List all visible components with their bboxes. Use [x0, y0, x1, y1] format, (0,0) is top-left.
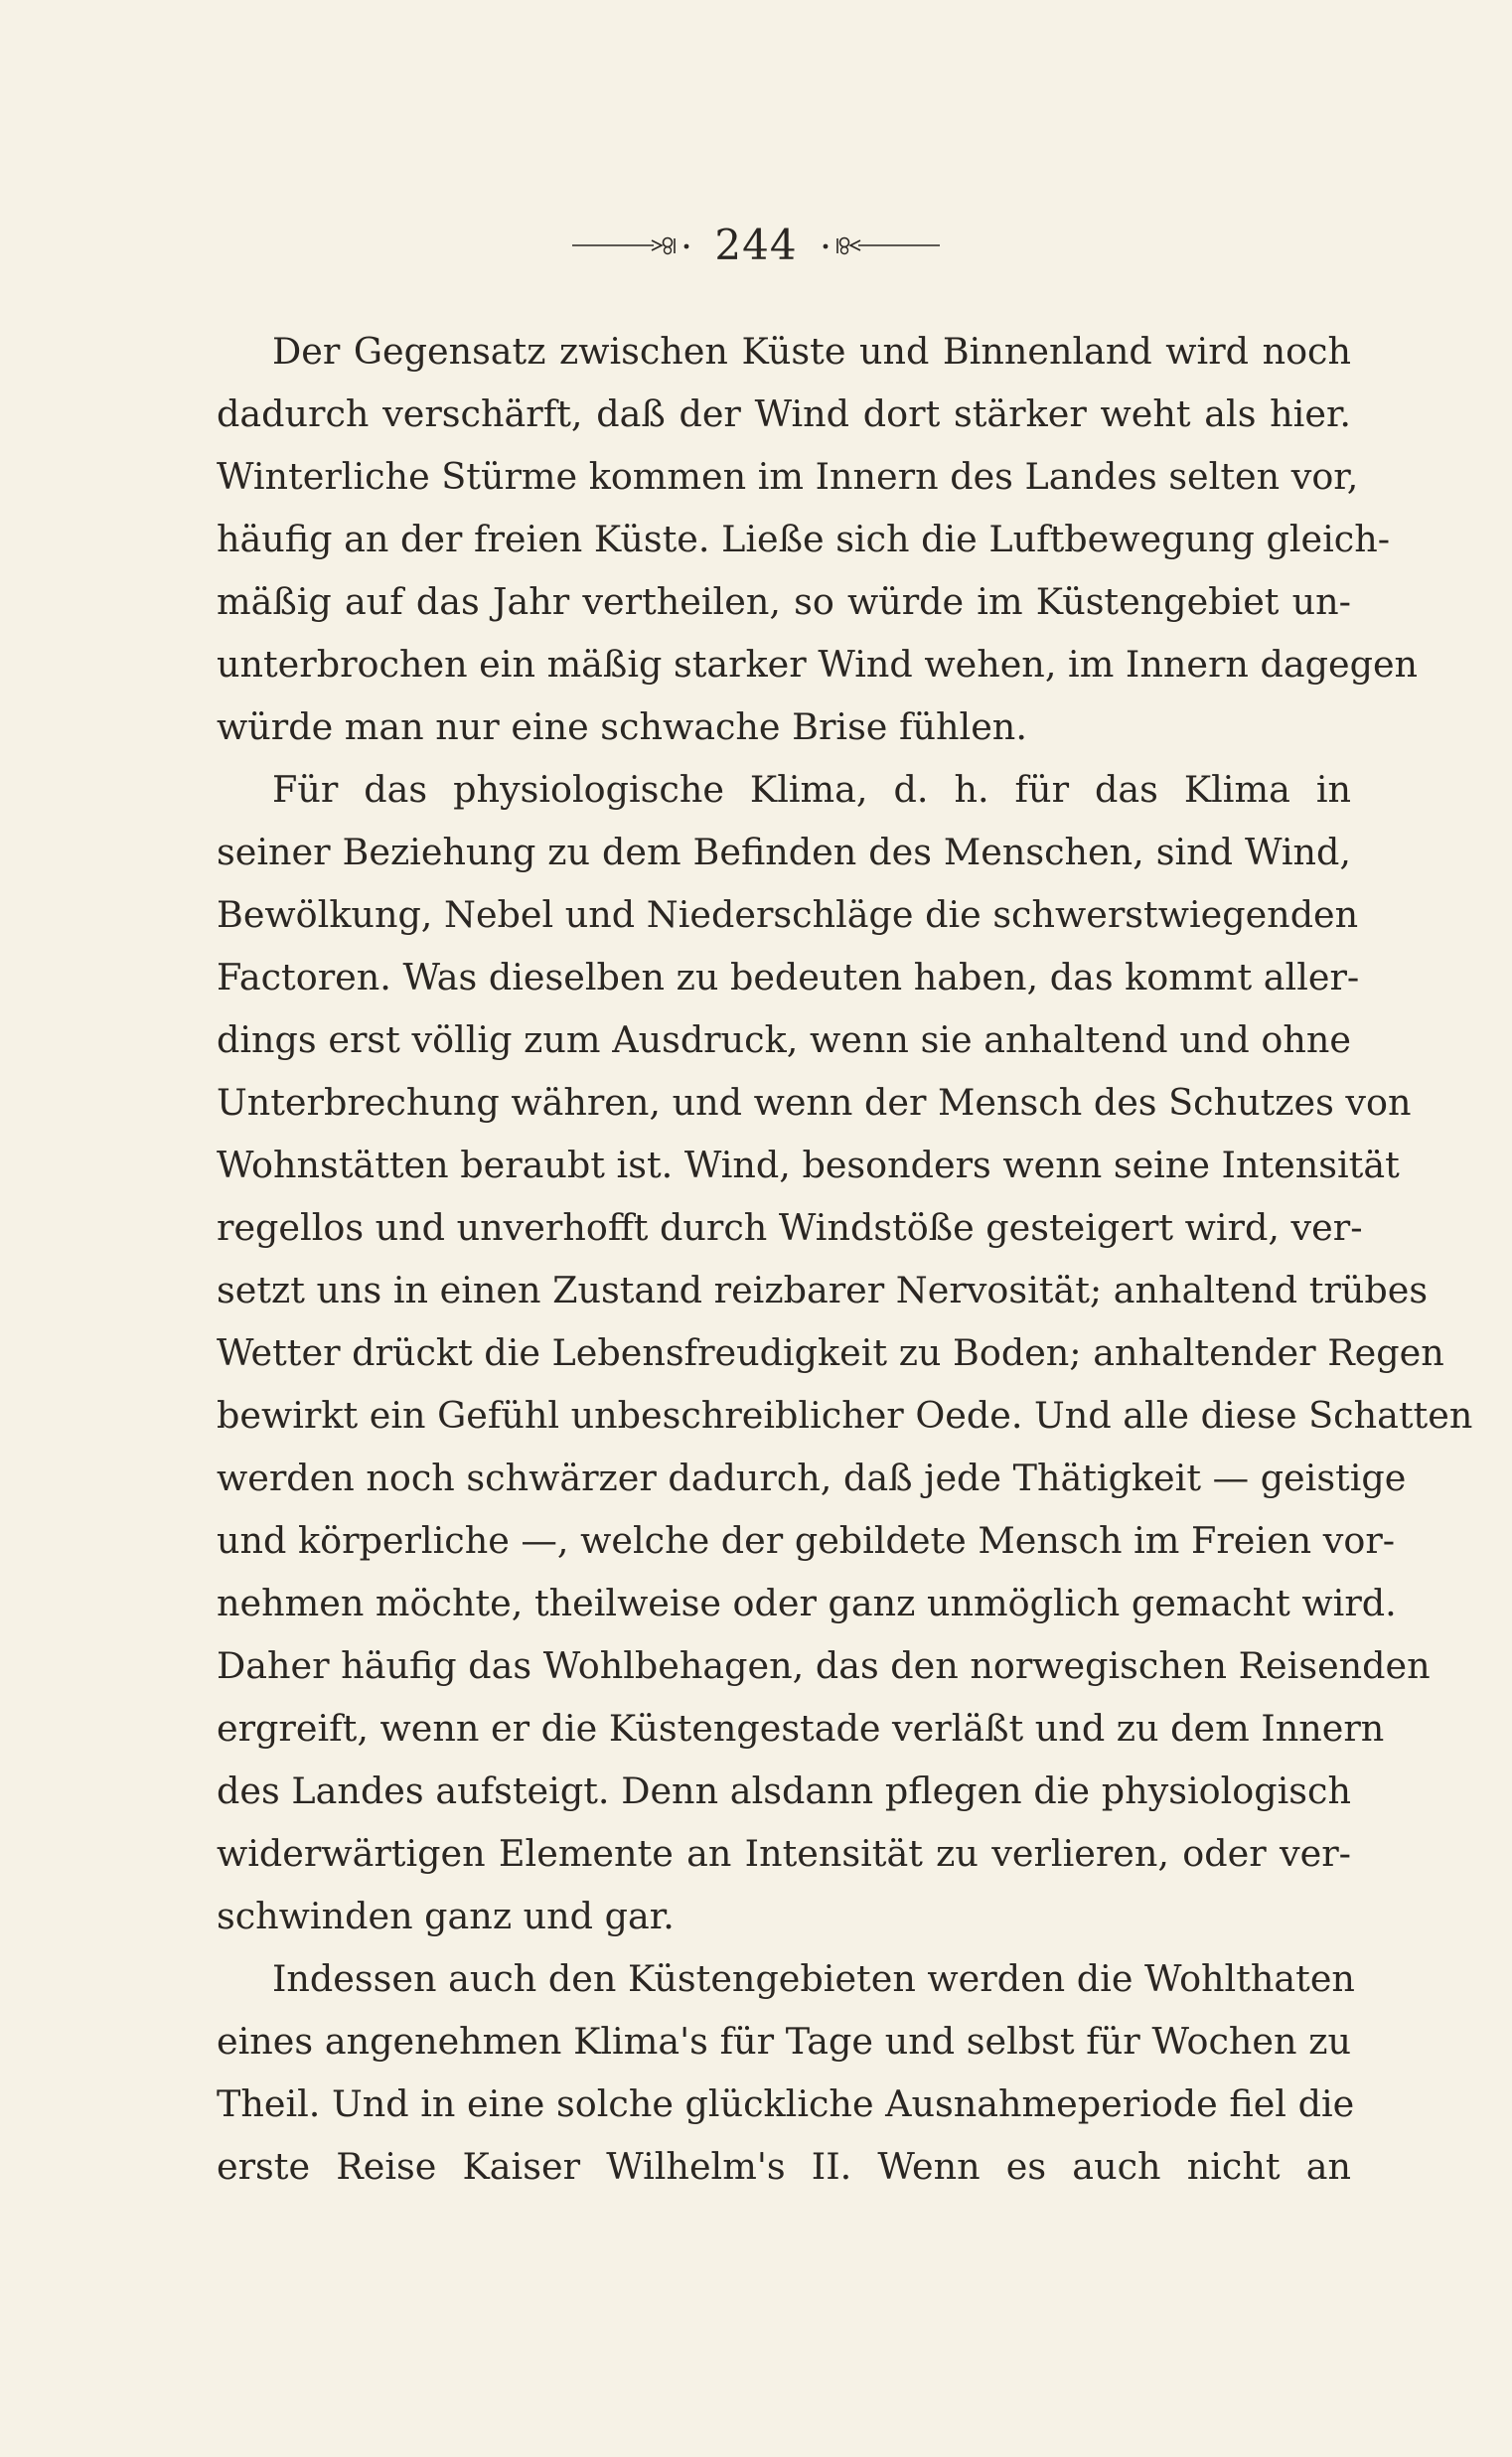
text-line: Indessen auch den Küstengebieten werden die Wohlthaten	[272, 1957, 1355, 2000]
text-line: des Landes aufsteigt. Denn alsdann pflegen die physiologisch	[217, 1769, 1351, 1812]
text-line: nehmen möchte, theilweise oder ganz unmöglich gemacht wird.	[217, 1582, 1397, 1624]
text-line: Für das physiologische Klima, d. h. für das Klima in	[272, 768, 1351, 811]
text-line: erste Reise Kaiser Wilhelm's II. Wenn es auch nicht an	[217, 2145, 1351, 2188]
text-line: würde man nur eine schwache Brise fühlen.	[217, 705, 1027, 748]
left-ornament-icon	[572, 235, 696, 255]
right-ornament-icon	[816, 235, 940, 255]
text-line: häufig an der freien Küste. Ließe sich die Luftbewegung gleich-	[217, 518, 1391, 560]
text-line: eines angenehmen Klima's für Tage und selbst für Wochen zu	[217, 2020, 1351, 2063]
text-line: widerwärtigen Elemente an Intensität zu verlieren, oder ver-	[217, 1832, 1351, 1875]
text-line: Factoren. Was dieselben zu bedeuten haben, das kommt aller-	[217, 956, 1360, 998]
text-line: Der Gegensatz zwischen Küste und Binnenland wird noch	[272, 330, 1351, 373]
text-line: Wohnstätten beraubt ist. Wind, besonders wenn seine Intensität	[217, 1144, 1400, 1186]
text-line: dadurch verschärft, daß der Wind dort stärker weht als hier.	[217, 392, 1351, 435]
page-header	[0, 221, 1512, 280]
text-line: Daher häufig das Wohlbehagen, das den norwegischen Reisenden	[217, 1644, 1431, 1687]
text-line: unterbrochen ein mäßig starker Wind wehen, im Innern dagegen	[217, 643, 1419, 686]
text-line: dings erst völlig zum Ausdruck, wenn sie anhaltend und ohne	[217, 1018, 1351, 1061]
text-line: regellos und unverhofft durch Windstöße gesteigert wird, ver-	[217, 1206, 1363, 1249]
text-line: mäßig auf das Jahr vertheilen, so würde im Küstengebiet un-	[217, 580, 1351, 623]
text-line: Bewölkung, Nebel und Niederschläge die schwerstwiegenden	[217, 893, 1359, 936]
text-line: ergreift, wenn er die Küstengestade verläßt und zu dem Innern	[217, 1707, 1385, 1750]
text-line: und körperliche —, welche der gebildete Mensch im Freien vor-	[217, 1519, 1396, 1562]
text-line: Wetter drückt die Lebensfreudigkeit zu Boden; anhaltender Regen	[217, 1331, 1444, 1374]
text-line: bewirkt ein Gefühl unbeschreiblicher Oede. Und alle diese Schatten	[217, 1394, 1473, 1437]
text-line: werden noch schwärzer dadurch, daß jede Thätigkeit — geistige	[217, 1457, 1407, 1499]
text-line: Unterbrechung währen, und wenn der Mensch des Schutzes von	[217, 1081, 1412, 1124]
page-number: 244	[714, 221, 798, 269]
text-line: Theil. Und in eine solche glückliche Ausnahmeperiode fiel die	[217, 2082, 1355, 2125]
text-line: setzt uns in einen Zustand reizbarer Nervosität; anhaltend trübes	[217, 1269, 1429, 1311]
text-line: Winterliche Stürme kommen im Innern des Landes selten vor,	[217, 455, 1359, 498]
text-body	[217, 320, 1473, 2198]
text-line: schwinden ganz und gar.	[217, 1895, 675, 1937]
text-line: seiner Beziehung zu dem Befinden des Menschen, sind Wind,	[217, 831, 1351, 873]
